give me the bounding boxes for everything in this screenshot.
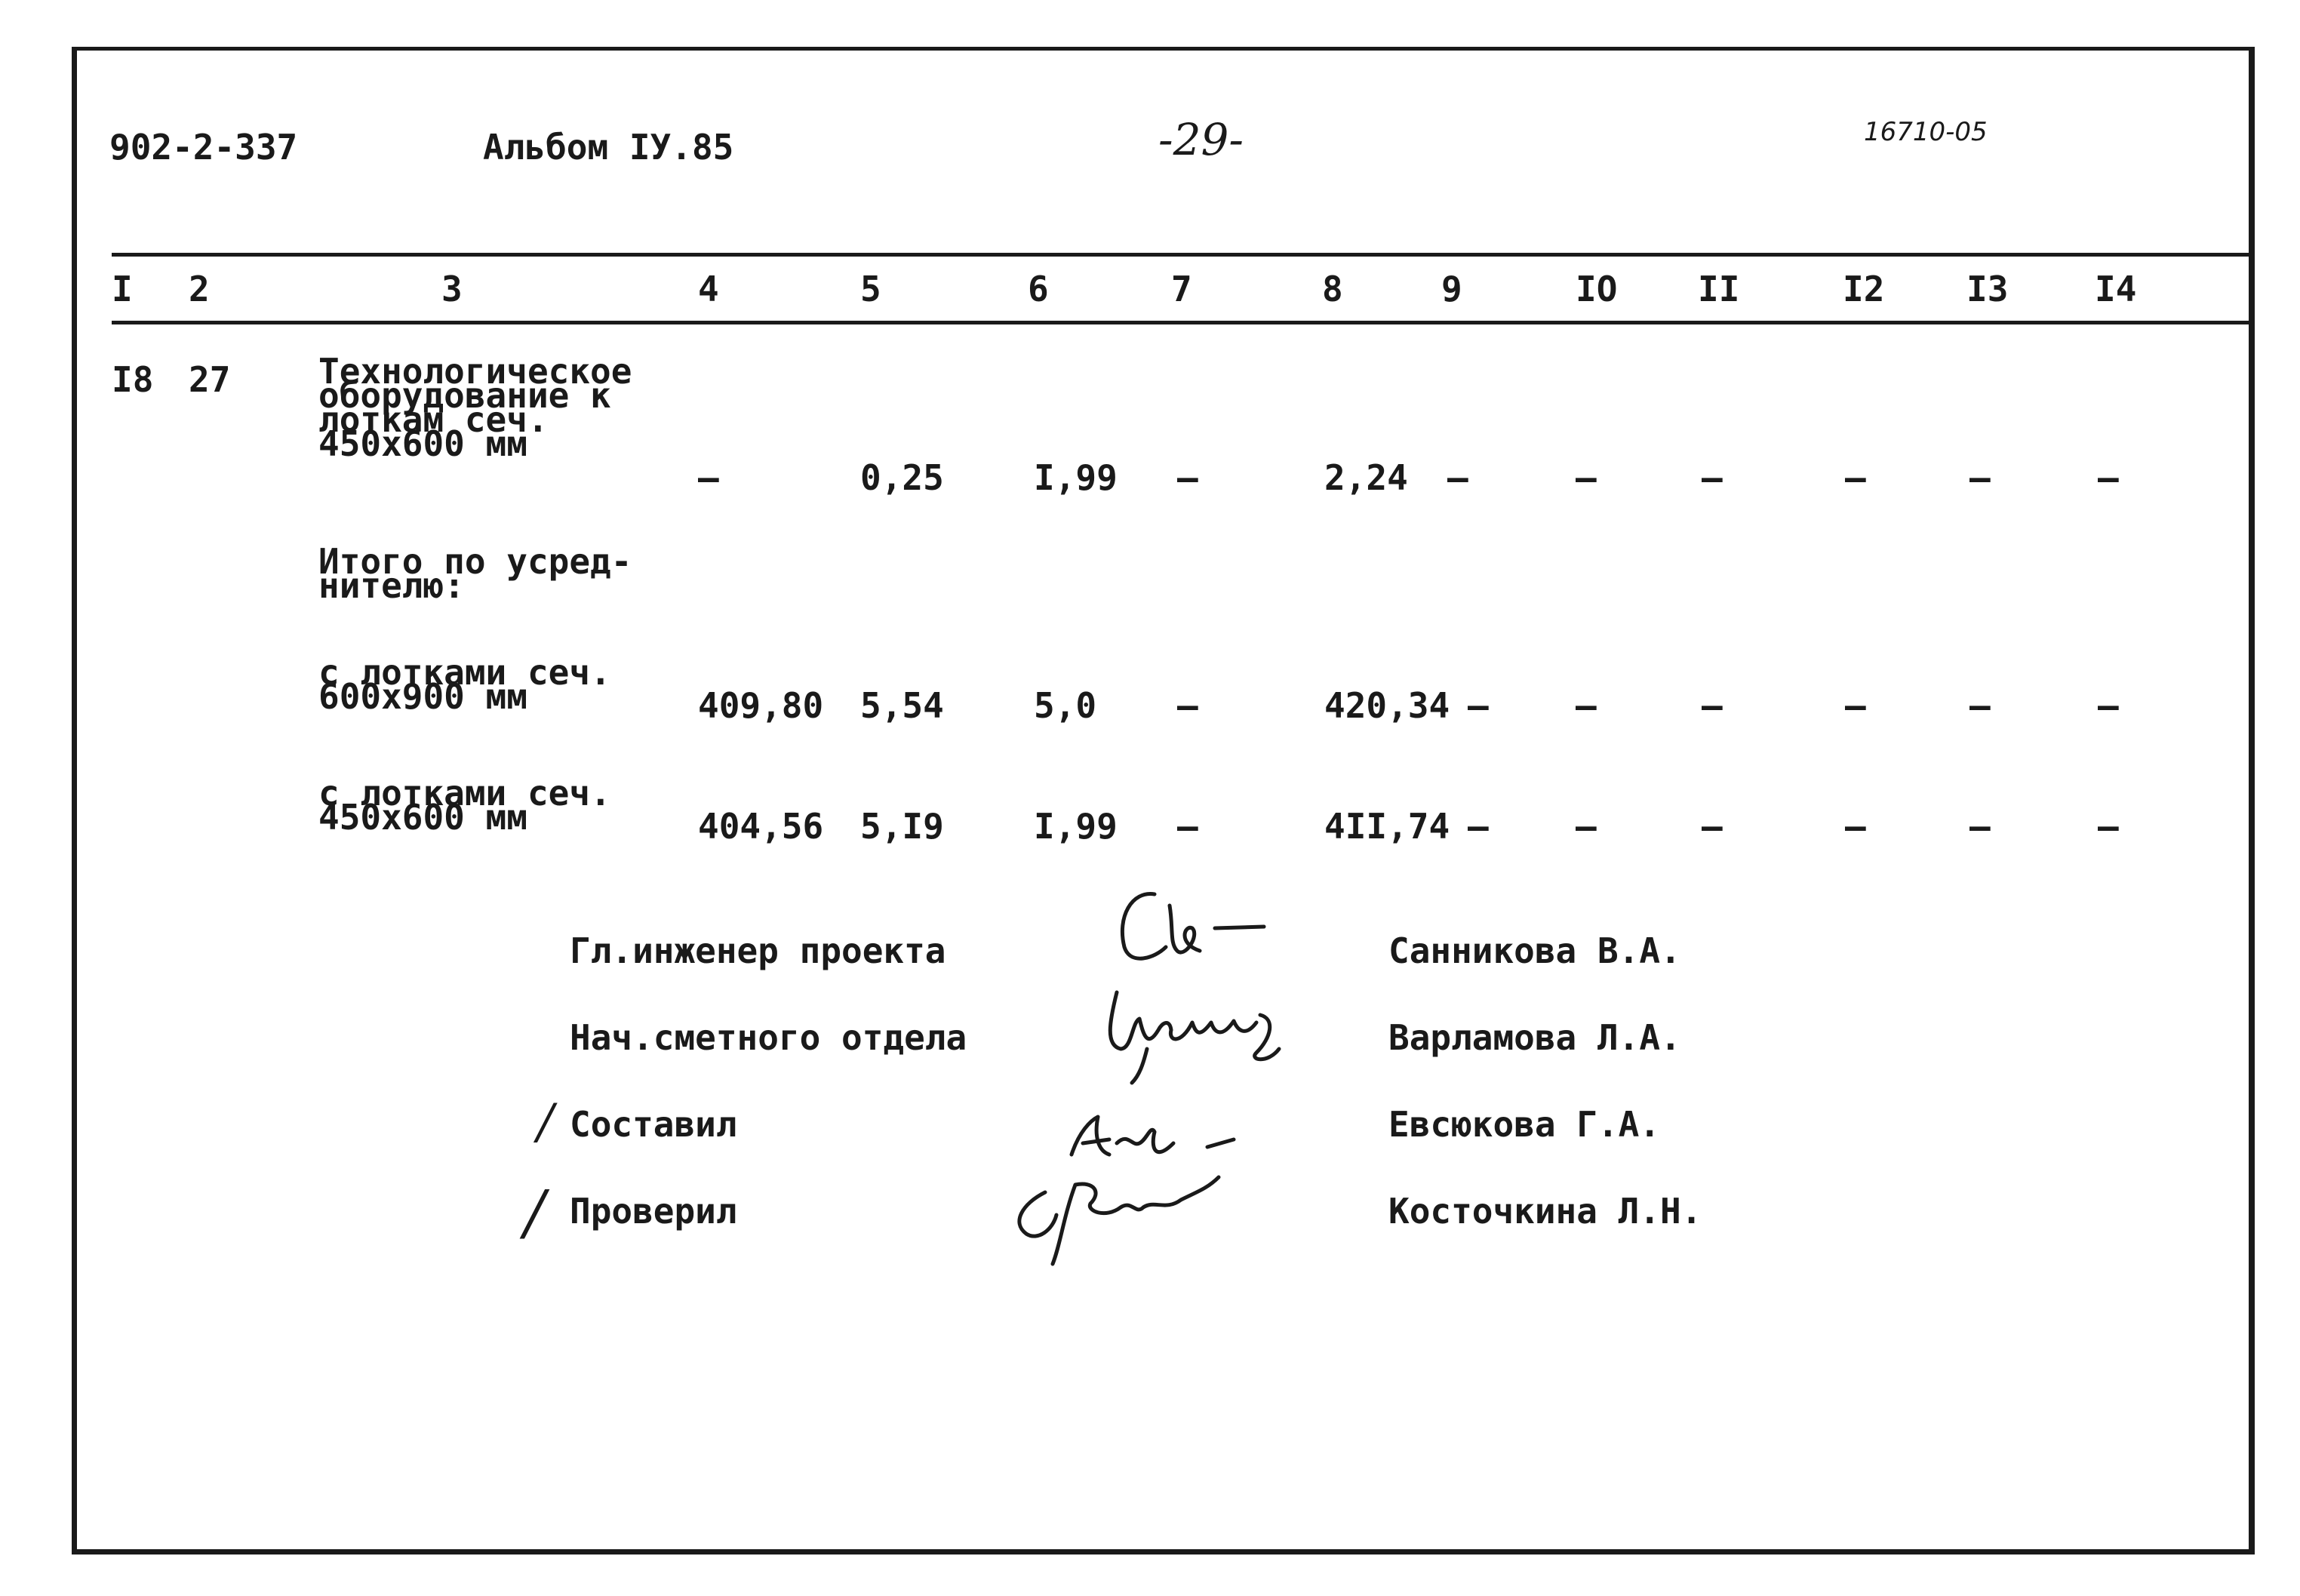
- signer-role: Нач.сметного отдела: [570, 1017, 967, 1058]
- column-header: I2: [1843, 269, 1885, 309]
- cell-col7: –: [1177, 457, 1198, 498]
- document-code: 902-2-337: [109, 127, 298, 168]
- column-header: 7: [1171, 269, 1192, 309]
- cell-col9: –: [1468, 685, 1489, 726]
- column-header: 5: [860, 269, 881, 309]
- cell-col6: 5,0: [1034, 685, 1097, 726]
- cell-name: с лотками сеч. 600x900 мм: [318, 652, 611, 717]
- cell-col14: –: [2098, 457, 2119, 498]
- handwritten-slash-mark: /: [537, 1094, 554, 1150]
- cell-col5: 5,54: [860, 685, 944, 726]
- cell-col7: –: [1177, 685, 1198, 726]
- cell-col4: 409,80: [698, 685, 824, 726]
- cell-col1: I8: [112, 359, 154, 400]
- signer-role: Гл.инженер проекта: [570, 930, 946, 971]
- signer-name: Санникова В.А.: [1388, 930, 1681, 971]
- column-header: 2: [189, 269, 210, 309]
- column-header: IO: [1576, 269, 1618, 309]
- cell-col11: –: [1702, 685, 1723, 726]
- cell-col10: –: [1576, 806, 1597, 847]
- cell-col9: –: [1447, 457, 1468, 498]
- cell-col14: –: [2098, 685, 2119, 726]
- cell-col10: –: [1576, 457, 1597, 498]
- cell-col7: –: [1177, 806, 1198, 847]
- column-header: I4: [2095, 269, 2137, 309]
- cell-col8: 2,24: [1324, 457, 1408, 498]
- cell-col12: –: [1845, 685, 1866, 726]
- cell-col11: –: [1702, 457, 1723, 498]
- inventory-number: 16710-05: [1864, 117, 1988, 147]
- column-header: I: [112, 269, 133, 309]
- column-header: 6: [1028, 269, 1049, 309]
- signer-name: Косточкина Л.Н.: [1388, 1191, 1702, 1232]
- page-number: -29-: [1158, 114, 1244, 165]
- column-header: 4: [698, 269, 719, 309]
- cell-col8: 420,34: [1324, 685, 1450, 726]
- cell-col5: 5,I9: [860, 806, 944, 847]
- column-header: I3: [1966, 269, 2009, 309]
- cell-col6: I,99: [1034, 806, 1118, 847]
- cell-col4: –: [698, 457, 719, 498]
- signature-estimate-dept-head: [1087, 977, 1305, 1090]
- cell-col12: –: [1845, 806, 1866, 847]
- signature-checker: [992, 1162, 1249, 1275]
- handwritten-slash-mark: /: [524, 1177, 545, 1247]
- cell-col12: –: [1845, 457, 1866, 498]
- column-header: 8: [1322, 269, 1343, 309]
- cell-name: Технологическое оборудование к лоткам сеч. 450x600 мм: [318, 351, 632, 464]
- cell-name: Итого по усред- нителю:: [318, 541, 632, 606]
- cell-col4: 404,56: [698, 806, 824, 847]
- cell-col14: –: [2098, 806, 2119, 847]
- cell-col13: –: [1969, 457, 1991, 498]
- cell-col13: –: [1969, 685, 1991, 726]
- column-header: II: [1698, 269, 1740, 309]
- table-header-top-rule: [112, 253, 2255, 257]
- cell-name: с лотками сеч. 450x600 мм: [318, 773, 611, 838]
- table-header-bottom-rule: [112, 321, 2255, 324]
- cell-col8: 4II,74: [1324, 806, 1450, 847]
- cell-col10: –: [1576, 685, 1597, 726]
- signer-name: Евсюкова Г.А.: [1388, 1104, 1661, 1145]
- cell-col9: –: [1468, 806, 1489, 847]
- cell-col5: 0,25: [860, 457, 944, 498]
- signature-chief-engineer: [1102, 883, 1283, 973]
- signer-name: Варламова Л.А.: [1388, 1017, 1681, 1058]
- column-header: 9: [1441, 269, 1462, 309]
- cell-col2: 27: [189, 359, 231, 400]
- cell-col13: –: [1969, 806, 1991, 847]
- signer-role: Составил: [570, 1104, 737, 1145]
- signer-role: Проверил: [570, 1191, 737, 1232]
- album-label: Альбом IУ.85: [483, 127, 734, 168]
- column-header: 3: [441, 269, 463, 309]
- cell-col11: –: [1702, 806, 1723, 847]
- cell-col6: I,99: [1034, 457, 1118, 498]
